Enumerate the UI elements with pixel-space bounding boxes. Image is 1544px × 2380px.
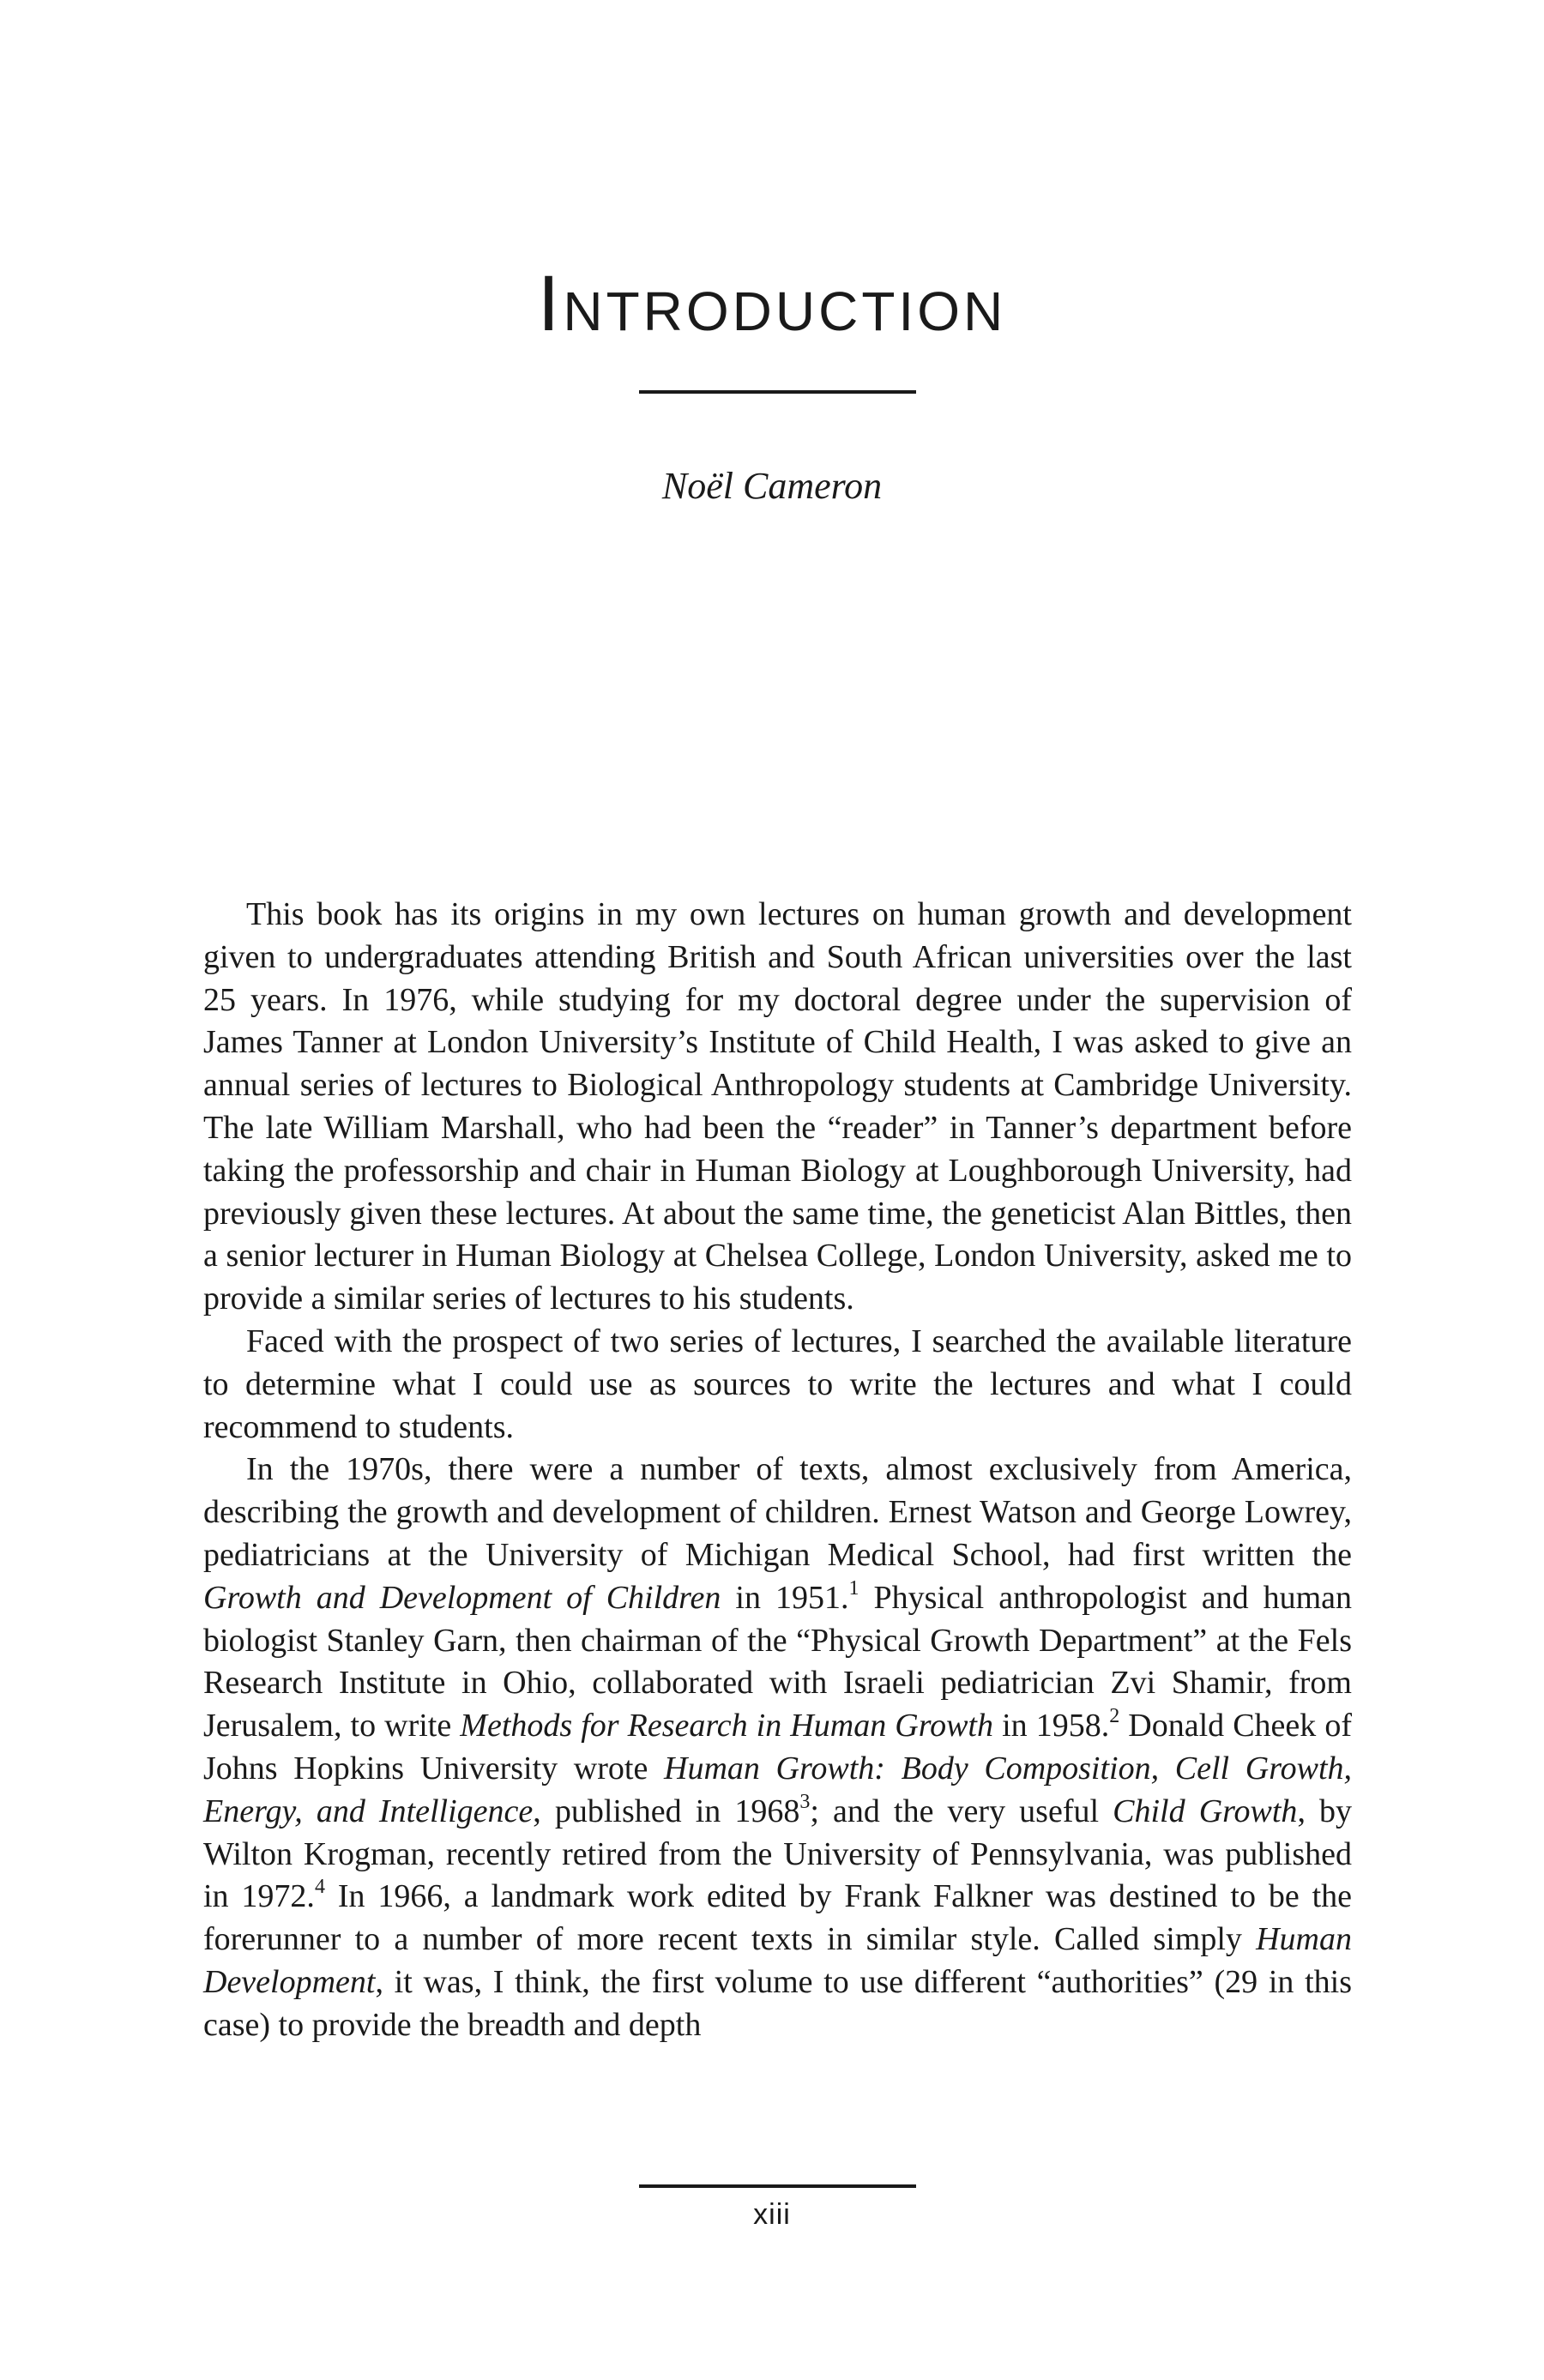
text-run: ; and the very useful [810, 1793, 1113, 1829]
book-title: Human Growth: Body Composition, Cell Growth, Energy, and Intelligence [203, 1750, 1352, 1829]
book-title: Human Development [203, 1921, 1352, 2000]
body-text [203, 894, 1352, 2047]
text-run: , published in 1968 [533, 1793, 800, 1829]
footnote-ref: 2 [1109, 1705, 1120, 1728]
paragraph [203, 1449, 1352, 2046]
chapter-title: Introduction [537, 260, 1007, 347]
footer-rule [639, 2184, 916, 2188]
text-run: In the 1970s, there were a number of texts, almost exclusively from America, describing the growth and development of children. Ernest Watson and George Lowrey, pediatricians at the University of Michigan Medical School, had first written the [203, 1451, 1352, 1573]
book-title: Child Growth [1113, 1793, 1298, 1829]
book-title: Methods for Research in Human Growth [460, 1708, 993, 1744]
book-title: Growth and Development of Children [203, 1579, 721, 1616]
text-run: in 1958. [993, 1708, 1110, 1744]
footnote-ref: 4 [314, 1876, 325, 1899]
paragraph: Faced with the prospect of two series of lectures, I searched the available literature to determine what I could use as sources to write the lectures and what I could recommend to students. [203, 1323, 1352, 1445]
text-run: Physical anthropologist and human biologist Stanley Garn, then chairman of the “Physical Growth Department” at the Fels Research Institute in Ohio, collaborated with Israeli pediatrician Zvi Shamir, from Jerusalem, to write [203, 1579, 1353, 1744]
paragraph: This book has its origins in my own lectures on human growth and development given to undergraduates attending British and South African universities over the last 25 years. In 1976, while studying for my doctoral degree under the supervision of James Tanner at London University’s Institute of Child Health, I was asked to give an annual series of lectures to Biological Anthropology students at Cambridge University. The late William Marshall, who had been the “reader” in Tanner’s department before taking the professorship and chair in Human Biology at Loughborough University, had previously given these lectures. At about the same time, the geneticist Alan Bittles, then a senior lecturer in Human Biology at Chelsea College, London University, asked me to provide a similar series of lectures to his students. [203, 896, 1352, 1317]
text-run: in 1951. [721, 1579, 849, 1616]
text-run: In 1966, a landmark work edited by Frank Falkner was destined to be the forerunner to a number of more recent texts in similar style. Called simply [203, 1878, 1352, 1958]
text-run: , it was, I think, the first volume to use different “authorities” (29 in this case) to provide the breadth and depth [203, 1963, 1352, 2043]
text-run: Donald Cheek of Johns Hopkins University wrote [203, 1708, 1353, 1787]
page-number: xiii [753, 2198, 791, 2231]
footnote-ref: 1 [848, 1576, 859, 1600]
text-run: , by Wilton Krogman, recently retired from the University of Pennsylvania, was published in 1972. [203, 1793, 1353, 1915]
chapter-author: Noël Cameron [661, 465, 883, 507]
footnote-ref: 3 [799, 1790, 811, 1813]
title-rule [639, 390, 916, 394]
